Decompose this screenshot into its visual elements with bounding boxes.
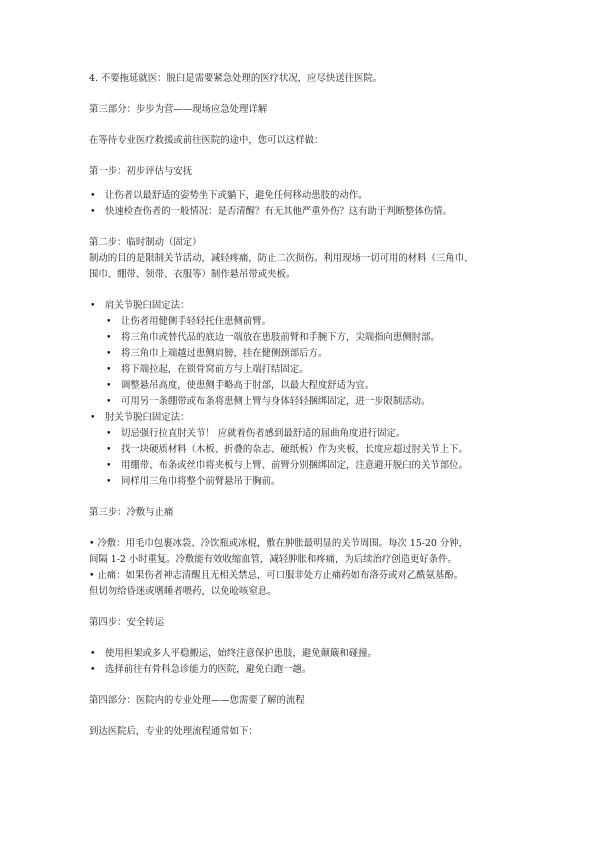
list-item: • 找一块硬质材料（木板、折叠的杂志、硬纸板）作为夹板，长度应超过肘关节上下。 <box>89 442 515 458</box>
step1-list <box>89 188 515 220</box>
list-item: • 将三角巾或替代品的底边一端放在患肢前臂和手腕下方，尖端指向患侧肘部。 <box>89 330 515 346</box>
step-heading-2: 第二步：临时制动（固定） <box>89 237 202 248</box>
step-heading-3: 第三步：冷敷与止痛 <box>89 507 174 518</box>
step-heading-1: 第一步：初步评估与安抚 <box>89 166 193 177</box>
list-item: • 可用另一条绷带或布条将患侧上臂与身体轻轻捆绑固定，进一步限制活动。 <box>89 394 515 410</box>
list-item: • 使用担架或多人平稳搬运，始终注意保护患肢，避免颠簸和碰撞。 <box>89 646 515 662</box>
list-item: • 选择前往有骨科急诊能力的医院，避免白跑一趟。 <box>89 662 515 678</box>
list-item: • 调整悬吊高度，使患侧手略高于肘部，以最大程度舒适为宜。 <box>89 378 515 394</box>
list-item: • 将下端拉起，在锁骨窝前方与上端打结固定。 <box>89 362 515 378</box>
paragraph-cold-line2: 间隔 1-2 小时重复。冷敷能有效收缩血管，减轻肿胀和疼痛，为后续治疗创造更好条件。 <box>89 554 457 565</box>
list-item-elbow: • 肘关节脱臼固定法： <box>89 410 515 426</box>
paragraph-cold-line1: • 冷敷：用毛巾包裹冰袋、冷饮瓶或冰棍，敷在肿胀最明显的关节周围。每次 15-20 分钟， <box>89 538 468 549</box>
section-heading-part4: 第四部分：医院内的专业处理——您需要了解的流程 <box>89 695 305 706</box>
paragraph-step2-line1: 制动的目的是限制关节活动，减轻疼痛，防止二次损伤。利用现场一切可用的材料（三角巾、 <box>89 253 474 264</box>
paragraph-pain-line2: 但切勿给昏迷或嗜睡者喂药，以免呛咳窒息。 <box>89 586 277 597</box>
step-heading-4: 第四步：安全转运 <box>89 617 165 628</box>
paragraph-part3-intro: 在等待专业医疗救援或前往医院的途中，您可以这样做： <box>89 135 324 146</box>
list-item-shoulder: • 肩关节脱臼固定法： <box>89 298 515 314</box>
list-item: • 同样用三角巾将整个前臂悬吊于胸前。 <box>89 474 515 490</box>
list-item: • 切忌强行拉直肘关节！ 应就着伤者感到最舒适的屈曲角度进行固定。 <box>89 426 515 442</box>
numbered-item-4: 4. 不要拖延就医：脱臼是需要紧急处理的医疗状况，应尽快送往医院。 <box>89 73 383 84</box>
paragraph-pain-line1: • 止痛：如果伤者神志清醒且无相关禁忌，可口服非处方止痛药如布洛芬或对乙酰氨基酚。 <box>89 570 464 581</box>
paragraph-part4-intro: 到达医院后，专业的处理流程通常如下： <box>89 726 258 737</box>
list-item: • 让伤者以最舒适的姿势坐下或躺下，避免任何移动患肢的动作。 <box>89 188 515 204</box>
step4-list <box>89 646 515 678</box>
step2-list <box>89 298 515 490</box>
paragraph-step2-line2: 围巾、绷带、领带、衣服等）制作悬吊带或夹板。 <box>89 269 296 280</box>
list-item: • 将三角巾上端越过患侧肩膀，挂在健侧颈部后方。 <box>89 346 515 362</box>
list-item: • 让伤者用健侧手轻轻托住患侧前臂。 <box>89 314 515 330</box>
list-item: • 用绷带、布条或丝巾将夹板与上臂、前臂分别捆绑固定，注意避开脱臼的关节部位。 <box>89 458 515 474</box>
section-heading-part3: 第三部分：步步为营——现场应急处理详解 <box>89 104 268 115</box>
list-item: • 快速检查伤者的一般情况：是否清醒？有无其他严重外伤？这有助于判断整体伤情。 <box>89 204 515 220</box>
